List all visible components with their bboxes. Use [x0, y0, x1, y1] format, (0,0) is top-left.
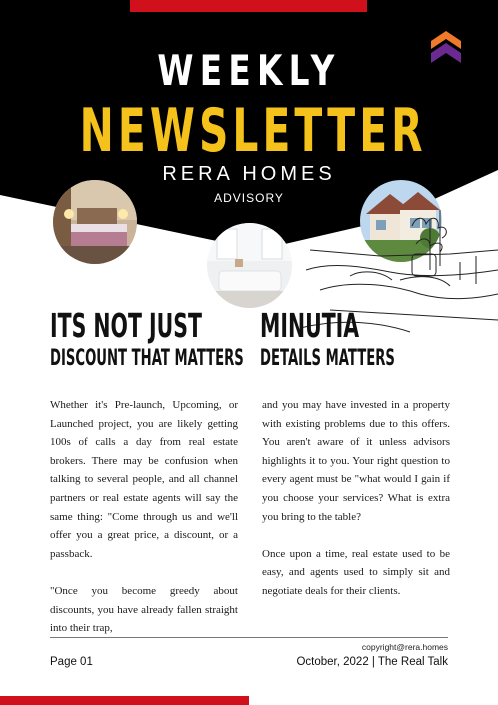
right-paragraph-1: and you may have invested in a property with existing problems due to this offers. You aren't aware of it unless advisors highlights it to you. Your right question to every agent must be "what would I gain if you choose your services? What is extra you bring to the table? — [262, 399, 450, 523]
left-paragraph-1: Whether it's Pre-launch, Upcoming, or Launched project, you are likely getting 100s of calls a day from real estate brokers. There may be confusion when talking to several people, and all channel partners or real estate agents will say the same thing: "Come through us and we'll offer you a great price, a discount, or a passback. — [50, 399, 238, 560]
white-bedroom-photo — [207, 223, 292, 308]
right-column-text — [262, 396, 450, 601]
left-paragraph-2: "Once you become greedy about discounts, you have already fallen straight into their trap, — [50, 584, 238, 635]
left-column-text — [50, 396, 238, 638]
brand-subtitle: ADVISORY — [214, 191, 284, 205]
left-heading-line2: DISCOUNT THAT MATTERS — [50, 346, 244, 371]
right-paragraph-2: Once upon a time, real estate used to be easy, and agents used to simply sit and negotiate deals for their clients. — [262, 547, 450, 597]
brand-name: RERA HOMES — [162, 163, 336, 185]
right-heading-line1: MINUTIA — [260, 306, 360, 345]
bottom-accent-bar — [0, 696, 249, 705]
page-number: Page 01 — [50, 656, 93, 668]
top-accent-bar — [130, 0, 367, 12]
issue-date: October, 2022 | The Real Talk — [296, 656, 448, 668]
right-heading-line2: DETAILS MATTERS — [260, 346, 395, 371]
title-newsletter: NEWSLETTER — [79, 96, 427, 166]
title-weekly: WEEKLY — [157, 46, 341, 95]
left-heading-line1: ITS NOT JUST — [50, 306, 202, 345]
footer-divider — [50, 637, 448, 638]
bedroom-photo — [53, 180, 137, 264]
copyright-text: copyright@rera.homes — [361, 642, 448, 652]
